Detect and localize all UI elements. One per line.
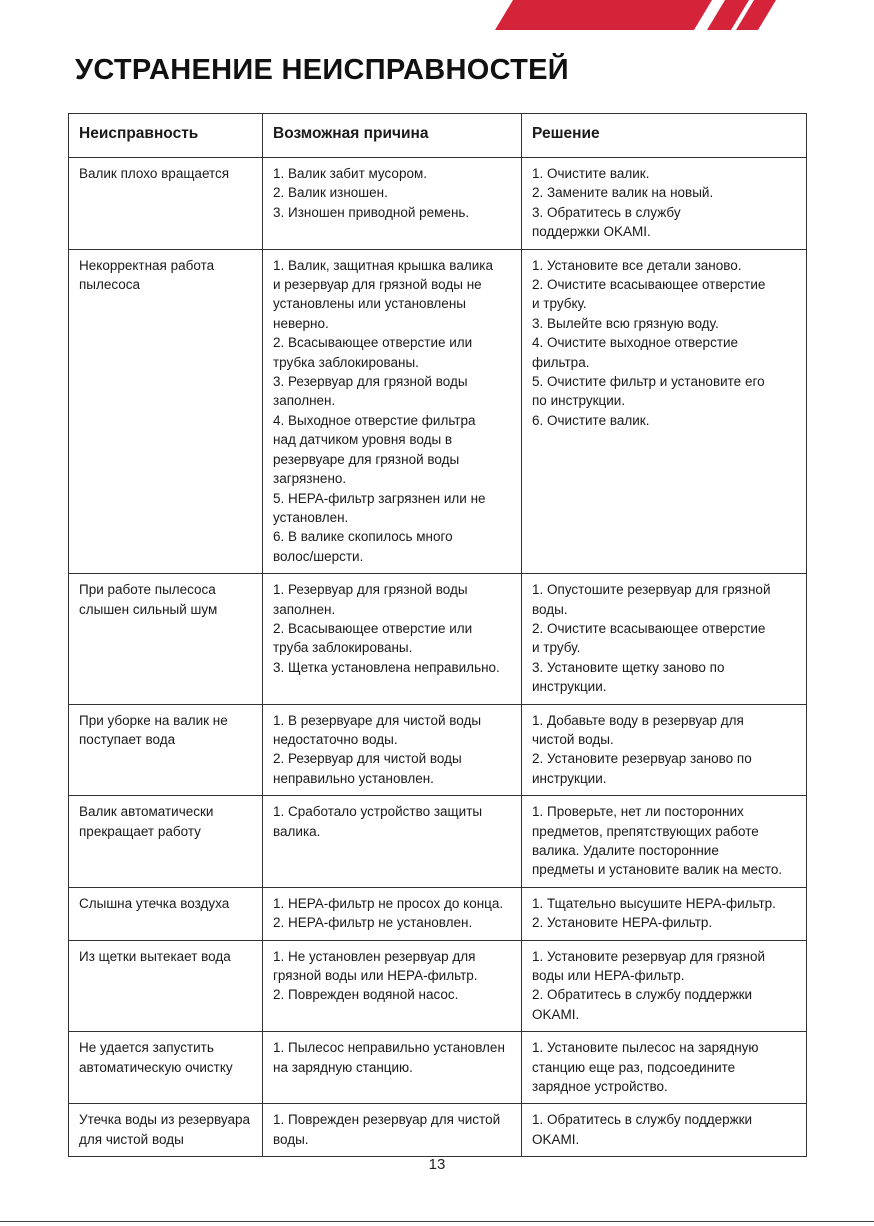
problem-cell: Из щетки вытекает вода xyxy=(69,940,263,1032)
problem-cell: При работе пылесоса слышен сильный шум xyxy=(69,574,263,704)
cause-cell: 1. Сработало устройство защиты валика. xyxy=(263,796,522,888)
table-row xyxy=(69,940,807,1032)
table-row xyxy=(69,249,807,574)
table-row xyxy=(69,158,807,250)
cause-cell: 1. HEPA-фильтр не просох до конца. 2. HEPA-фильтр не установлен. xyxy=(263,887,522,940)
problem-cell: Утечка воды из резервуара для чистой воды xyxy=(69,1104,263,1157)
page-number: 13 xyxy=(428,1156,446,1173)
header-stripes-decoration xyxy=(0,0,874,40)
table-row xyxy=(69,887,807,940)
problem-cell: Валик плохо вращается xyxy=(69,158,263,250)
table-row xyxy=(69,1032,807,1104)
problem-cell: Валик автоматически прекращает работу xyxy=(69,796,263,888)
cause-cell: 1. Валик, защитная крышка валика и резервуар для грязной воды не установлены или установлены неверно. 2. Всасывающее отверстие или трубка заблокированы. 3. Резервуар для грязной воды заполнен. 4. Выходное отверстие фильтра над датчиком уровня воды в резервуаре для грязной воды загрязнено. 5. HEPA-фильтр загрязнен или не установлен. 6. В валике скопилось много волос/шерсти. xyxy=(263,249,522,574)
table-row xyxy=(69,574,807,704)
table-row xyxy=(69,704,807,796)
table-header-row xyxy=(69,114,807,158)
solution-cell: 1. Очистите валик. 2. Замените валик на новый. 3. Обратитесь в службу поддержки OKAMI. xyxy=(522,158,807,250)
cause-cell: 1. Резервуар для грязной воды заполнен. 2. Всасывающее отверстие или труба заблокированы. 3. Щетка установлена неправильно. xyxy=(263,574,522,704)
problem-cell: Слышна утечка воздуха xyxy=(69,887,263,940)
solution-cell: 1. Установите пылесос на зарядную станцию еще раз, подсоедините зарядное устройство. xyxy=(522,1032,807,1104)
cause-cell: 1. В резервуаре для чистой воды недостаточно воды. 2. Резервуар для чистой воды неправильно установлен. xyxy=(263,704,522,796)
header-stripe-main xyxy=(495,0,712,30)
solution-cell: 1. Установите все детали заново. 2. Очистите всасывающее отверстие и трубку. 3. Вылейте всю грязную воду. 4. Очистите выходное отверстие фильтра. 5. Очистите фильтр и установите его по инструкции. 6. Очистите валик. xyxy=(522,249,807,574)
cause-cell: 1. Поврежден резервуар для чистой воды. xyxy=(263,1104,522,1157)
problem-cell: Некорректная работа пылесоса xyxy=(69,249,263,574)
problem-cell: При уборке на валик не поступает вода xyxy=(69,704,263,796)
problem-cell: Не удается запустить автоматическую очистку xyxy=(69,1032,263,1104)
solution-cell: 1. Установите резервуар для грязной воды или HEPA-фильтр. 2. Обратитесь в службу поддержки OKAMI. xyxy=(522,940,807,1032)
table-row xyxy=(69,1104,807,1157)
header-problem: Неисправность xyxy=(69,114,263,158)
cause-cell: 1. Не установлен резервуар для грязной воды или HEPA-фильтр. 2. Поврежден водяной насос. xyxy=(263,940,522,1032)
header-solution: Решение xyxy=(522,114,807,158)
solution-cell: 1. Добавьте воду в резервуар для чистой воды. 2. Установите резервуар заново по инструкции. xyxy=(522,704,807,796)
cause-cell: 1. Валик забит мусором. 2. Валик изношен. 3. Изношен приводной ремень. xyxy=(263,158,522,250)
solution-cell: 1. Опустошите резервуар для грязной воды. 2. Очистите всасывающее отверстие и трубу. 3. Установите щетку заново по инструкции. xyxy=(522,574,807,704)
cause-cell: 1. Пылесос неправильно установлен на зарядную станцию. xyxy=(263,1032,522,1104)
troubleshooting-table xyxy=(68,113,807,1157)
header-cause: Возможная причина xyxy=(263,114,522,158)
bottom-divider xyxy=(0,1221,874,1222)
solution-cell: 1. Обратитесь в службу поддержки OKAMI. xyxy=(522,1104,807,1157)
solution-cell: 1. Проверьте, нет ли посторонних предметов, препятствующих работе валика. Удалите посторонние предметы и установите валик на место. xyxy=(522,796,807,888)
solution-cell: 1. Тщательно высушите HEPA-фильтр. 2. Установите HEPA-фильтр. xyxy=(522,887,807,940)
table-row xyxy=(69,796,807,888)
page-title: УСТРАНЕНИЕ НЕИСПРАВНОСТЕЙ xyxy=(75,54,569,86)
